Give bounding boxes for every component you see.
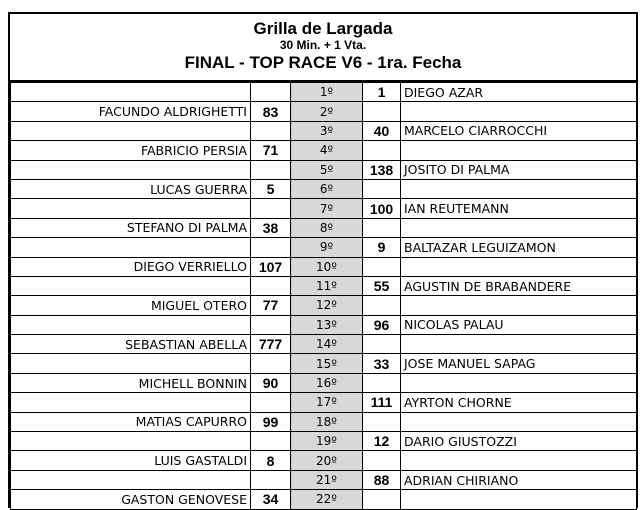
driver-name: AGUSTIN DE BRABANDERE bbox=[401, 276, 637, 295]
empty-cell bbox=[251, 276, 291, 295]
grid-row bbox=[11, 276, 637, 295]
driver-name: MIGUEL OTERO bbox=[11, 296, 251, 315]
car-number: 100 bbox=[363, 199, 401, 218]
empty-cell bbox=[11, 354, 251, 373]
driver-name: GASTON GENOVESE bbox=[11, 490, 251, 509]
driver-name: DIEGO VERRIELLO bbox=[11, 257, 251, 276]
empty-cell bbox=[363, 257, 401, 276]
empty-cell bbox=[401, 179, 637, 198]
empty-cell bbox=[11, 83, 251, 102]
car-number: 9 bbox=[363, 238, 401, 257]
empty-cell bbox=[11, 160, 251, 179]
empty-cell bbox=[251, 160, 291, 179]
empty-cell bbox=[11, 199, 251, 218]
empty-cell bbox=[11, 315, 251, 334]
empty-cell bbox=[363, 335, 401, 354]
grid-row bbox=[11, 412, 637, 431]
car-number: 777 bbox=[251, 335, 291, 354]
empty-cell bbox=[401, 373, 637, 392]
empty-cell bbox=[251, 238, 291, 257]
car-number: 111 bbox=[363, 393, 401, 412]
driver-name: FABRICIO PERSIA bbox=[11, 141, 251, 160]
grid-row bbox=[11, 218, 637, 237]
event-name: FINAL - TOP RACE V6 - 1ra. Fecha bbox=[184, 53, 462, 72]
grid-row bbox=[11, 451, 637, 470]
grid-row bbox=[11, 121, 637, 140]
empty-cell bbox=[363, 296, 401, 315]
empty-cell bbox=[11, 432, 251, 451]
grid-position: 12º bbox=[291, 296, 363, 315]
empty-cell bbox=[11, 470, 251, 489]
car-number: 1 bbox=[363, 83, 401, 102]
empty-cell bbox=[251, 199, 291, 218]
grid-position: 5º bbox=[291, 160, 363, 179]
driver-name: ADRIAN CHIRIANO bbox=[401, 470, 637, 489]
driver-name: MICHELL BONNIN bbox=[11, 373, 251, 392]
grid-row bbox=[11, 179, 637, 198]
driver-name: AYRTON CHORNE bbox=[401, 393, 637, 412]
empty-cell bbox=[401, 490, 637, 509]
driver-name: MARCELO CIARROCCHI bbox=[401, 121, 637, 140]
grid-row bbox=[11, 490, 637, 509]
empty-cell bbox=[11, 276, 251, 295]
grid-row bbox=[11, 354, 637, 373]
car-number: 90 bbox=[251, 373, 291, 392]
grid-position: 16º bbox=[291, 373, 363, 392]
empty-cell bbox=[11, 393, 251, 412]
empty-cell bbox=[363, 102, 401, 121]
grid-position: 21º bbox=[291, 470, 363, 489]
grid-row bbox=[11, 373, 637, 392]
grid-position: 14º bbox=[291, 335, 363, 354]
car-number: 107 bbox=[251, 257, 291, 276]
grid-position: 20º bbox=[291, 451, 363, 470]
driver-name: NICOLAS PALAU bbox=[401, 315, 637, 334]
grid-row bbox=[11, 257, 637, 276]
empty-cell bbox=[11, 238, 251, 257]
grid-row bbox=[11, 315, 637, 334]
grid-row bbox=[11, 393, 637, 412]
grid-position: 4º bbox=[291, 141, 363, 160]
driver-name: STEFANO DI PALMA bbox=[11, 218, 251, 237]
grid-position: 3º bbox=[291, 121, 363, 140]
driver-name: BALTAZAR LEGUIZAMON bbox=[401, 238, 637, 257]
grid-position: 1º bbox=[291, 83, 363, 102]
empty-cell bbox=[401, 257, 637, 276]
grid-position: 22º bbox=[291, 490, 363, 509]
car-number: 5 bbox=[251, 179, 291, 198]
grid-position: 9º bbox=[291, 238, 363, 257]
car-number: 88 bbox=[363, 470, 401, 489]
driver-name: MATIAS CAPURRO bbox=[11, 412, 251, 431]
grid-position: 2º bbox=[291, 102, 363, 121]
grid-row bbox=[11, 102, 637, 121]
empty-cell bbox=[251, 83, 291, 102]
driver-name: LUCAS GUERRA bbox=[11, 179, 251, 198]
grid-position: 7º bbox=[291, 199, 363, 218]
empty-cell bbox=[363, 373, 401, 392]
grid-position: 13º bbox=[291, 315, 363, 334]
empty-cell bbox=[401, 335, 637, 354]
driver-name: JOSITO DI PALMA bbox=[401, 160, 637, 179]
car-number: 96 bbox=[363, 315, 401, 334]
grid-position: 18º bbox=[291, 412, 363, 431]
grid-row bbox=[11, 83, 637, 102]
grid-row bbox=[11, 141, 637, 160]
driver-name: DIEGO AZAR bbox=[401, 83, 637, 102]
grid-row bbox=[11, 470, 637, 489]
car-number: 8 bbox=[251, 451, 291, 470]
grid-row bbox=[11, 238, 637, 257]
empty-cell bbox=[401, 296, 637, 315]
grid-row bbox=[11, 199, 637, 218]
race-format: 30 Min. + 1 Vta. bbox=[279, 38, 367, 52]
grid-row bbox=[11, 335, 637, 354]
empty-cell bbox=[11, 121, 251, 140]
driver-name: JOSE MANUEL SAPAG bbox=[401, 354, 637, 373]
driver-name: SEBASTIAN ABELLA bbox=[11, 335, 251, 354]
car-number: 71 bbox=[251, 141, 291, 160]
car-number: 55 bbox=[363, 276, 401, 295]
grid-position: 6º bbox=[291, 179, 363, 198]
car-number: 99 bbox=[251, 412, 291, 431]
empty-cell bbox=[401, 412, 637, 431]
empty-cell bbox=[251, 432, 291, 451]
starting-grid-sheet bbox=[8, 12, 638, 508]
car-number: 33 bbox=[363, 354, 401, 373]
car-number: 34 bbox=[251, 490, 291, 509]
empty-cell bbox=[401, 451, 637, 470]
car-number: 12 bbox=[363, 432, 401, 451]
empty-cell bbox=[363, 218, 401, 237]
grid-row bbox=[11, 160, 637, 179]
grid-row bbox=[11, 432, 637, 451]
grid-title: Grilla de Largada bbox=[253, 19, 393, 38]
grid-position: 17º bbox=[291, 393, 363, 412]
empty-cell bbox=[363, 412, 401, 431]
empty-cell bbox=[401, 141, 637, 160]
empty-cell bbox=[363, 490, 401, 509]
empty-cell bbox=[363, 141, 401, 160]
grid-position: 8º bbox=[291, 218, 363, 237]
empty-cell bbox=[363, 179, 401, 198]
grid-table bbox=[10, 82, 637, 510]
empty-cell bbox=[251, 470, 291, 489]
grid-row bbox=[11, 296, 637, 315]
empty-cell bbox=[251, 354, 291, 373]
grid-position: 11º bbox=[291, 276, 363, 295]
car-number: 77 bbox=[251, 296, 291, 315]
empty-cell bbox=[251, 393, 291, 412]
empty-cell bbox=[401, 218, 637, 237]
car-number: 40 bbox=[363, 121, 401, 140]
empty-cell bbox=[251, 315, 291, 334]
car-number: 138 bbox=[363, 160, 401, 179]
driver-name: DARIO GIUSTOZZI bbox=[401, 432, 637, 451]
car-number: 38 bbox=[251, 218, 291, 237]
car-number: 83 bbox=[251, 102, 291, 121]
driver-name: LUIS GASTALDI bbox=[11, 451, 251, 470]
grid-position: 10º bbox=[291, 257, 363, 276]
driver-name: FACUNDO ALDRIGHETTI bbox=[11, 102, 251, 121]
empty-cell bbox=[251, 121, 291, 140]
driver-name: IAN REUTEMANN bbox=[401, 199, 637, 218]
grid-position: 15º bbox=[291, 354, 363, 373]
grid-position: 19º bbox=[291, 432, 363, 451]
empty-cell bbox=[363, 451, 401, 470]
empty-cell bbox=[401, 102, 637, 121]
grid-header bbox=[10, 14, 636, 82]
